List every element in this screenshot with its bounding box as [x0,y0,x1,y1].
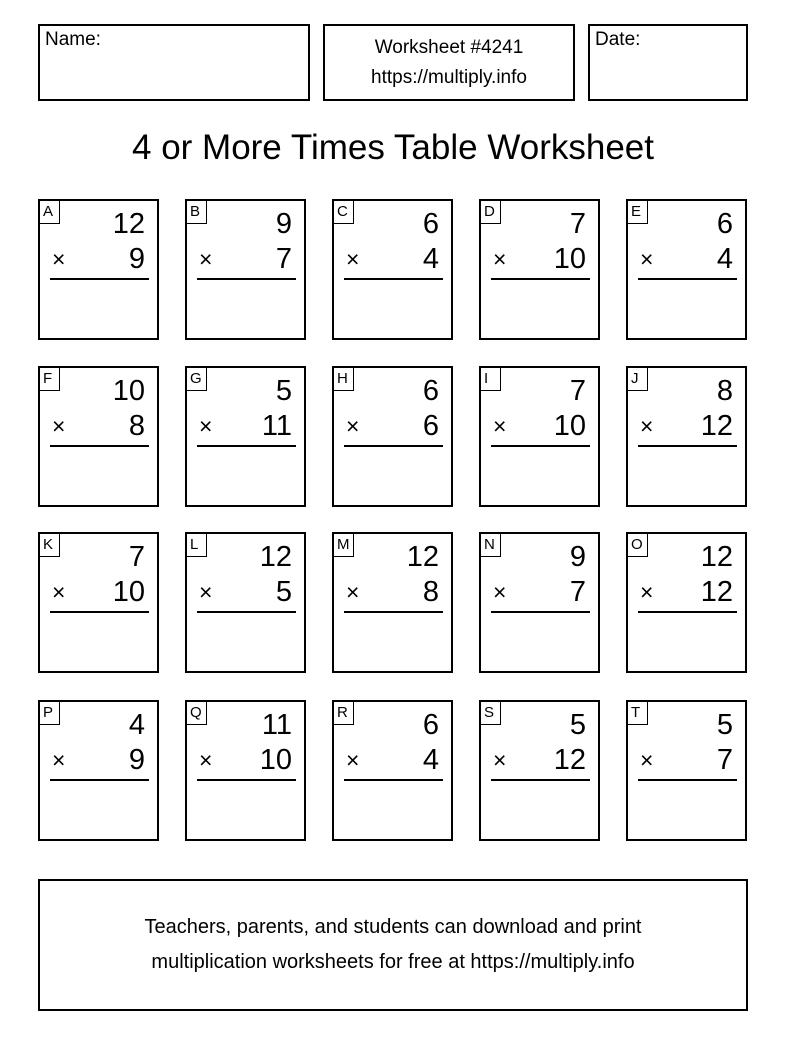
problem-multiplier: 11 [261,410,292,442]
problem-multiplicand: 12 [259,541,292,573]
problem-card [38,366,159,507]
problem-letter: C [334,201,354,224]
times-icon: × [346,413,360,439]
times-icon: × [346,747,360,773]
answer-line [344,779,443,781]
problem-card [185,366,306,507]
answer-line [50,611,149,613]
answer-line [197,445,296,447]
problem-letter: H [334,368,354,391]
footer-line-1: Teachers, parents, and students can download and print [144,916,642,938]
problem-multiplier: 9 [128,744,145,776]
times-icon: × [199,747,213,773]
problem-card [626,366,747,507]
footer-line-2: multiplication worksheets for free at https://multiply.info [151,951,635,973]
problem-multiplicand: 12 [112,208,145,240]
problem-multiplicand: 5 [275,375,292,407]
answer-line [344,445,443,447]
problem-multiplicand: 9 [569,541,586,573]
problem-multiplicand: 6 [422,208,439,240]
problem-multiplicand: 6 [422,375,439,407]
problem-letter: B [187,201,207,224]
problem-letter: J [628,368,648,391]
times-icon: × [52,413,66,439]
times-icon: × [640,246,654,272]
times-icon: × [199,246,213,272]
problem-multiplicand: 12 [700,541,733,573]
times-icon: × [199,413,213,439]
times-icon: × [493,413,507,439]
times-icon: × [346,579,360,605]
problem-multiplier: 10 [553,243,586,275]
worksheet-number: Worksheet #4241 [374,37,524,58]
name-box [38,24,310,101]
problem-multiplicand: 11 [261,709,292,741]
problem-multiplicand: 4 [128,709,145,741]
answer-line [50,779,149,781]
problem-card [38,700,159,841]
answer-line [491,278,590,280]
answer-line [344,278,443,280]
problem-letter: N [481,534,501,557]
problem-multiplicand: 12 [406,541,439,573]
answer-line [197,611,296,613]
footer-box [38,879,748,1011]
problem-multiplicand: 9 [275,208,292,240]
problem-letter: L [187,534,207,557]
problem-card [185,700,306,841]
times-icon: × [199,579,213,605]
times-icon: × [52,579,66,605]
problem-letter: Q [187,702,207,725]
problem-card [626,700,747,841]
problem-letter: M [334,534,354,557]
answer-line [638,779,737,781]
answer-line [491,445,590,447]
worksheet-url: https://multiply.info [371,67,527,88]
times-icon: × [52,246,66,272]
problem-card [479,532,600,673]
problem-card [479,700,600,841]
problem-letter: A [40,201,60,224]
problem-multiplier: 10 [553,410,586,442]
problem-letter: S [481,702,501,725]
problem-letter: P [40,702,60,725]
problem-multiplier: 7 [275,243,292,275]
answer-line [197,278,296,280]
problem-card [332,700,453,841]
answer-line [638,445,737,447]
date-box [588,24,748,101]
problem-letter: O [628,534,648,557]
problem-multiplier: 12 [700,576,733,608]
problem-card [185,199,306,340]
answer-line [491,611,590,613]
times-icon: × [493,246,507,272]
problem-multiplicand: 10 [112,375,145,407]
times-icon: × [493,579,507,605]
answer-line [50,445,149,447]
problem-card [332,532,453,673]
problem-multiplier: 4 [422,243,439,275]
problem-multiplicand: 7 [569,375,586,407]
problem-multiplicand: 6 [422,709,439,741]
problem-multiplier: 12 [700,410,733,442]
problem-multiplier: 10 [112,576,145,608]
problem-card [626,199,747,340]
problem-letter: R [334,702,354,725]
times-icon: × [52,747,66,773]
problem-multiplicand: 5 [716,709,733,741]
problem-card [38,199,159,340]
problem-multiplicand: 5 [569,709,586,741]
problem-multiplier: 7 [716,744,733,776]
problem-card [479,366,600,507]
answer-line [197,779,296,781]
problem-card [332,199,453,340]
answer-line [344,611,443,613]
problem-multiplier: 8 [128,410,145,442]
problem-multiplier: 4 [716,243,733,275]
times-icon: × [493,747,507,773]
problem-card [626,532,747,673]
problem-multiplier: 5 [275,576,292,608]
problem-multiplier: 12 [553,744,586,776]
problem-multiplicand: 7 [128,541,145,573]
date-label: Date: [595,29,641,50]
page-title: 4 or More Times Table Worksheet [132,128,654,167]
problem-multiplicand: 7 [569,208,586,240]
times-icon: × [640,579,654,605]
worksheet-info-box [323,24,575,101]
answer-line [50,278,149,280]
problem-card [38,532,159,673]
problem-multiplier: 9 [128,243,145,275]
problem-multiplier: 10 [259,744,292,776]
problem-letter: K [40,534,60,557]
problem-letter: D [481,201,501,224]
times-icon: × [640,747,654,773]
problem-multiplicand: 6 [716,208,733,240]
problem-multiplier: 8 [422,576,439,608]
problem-letter: T [628,702,648,725]
name-label: Name: [45,29,101,50]
problem-card [185,532,306,673]
times-icon: × [640,413,654,439]
problem-multiplicand: 8 [716,375,733,407]
problem-multiplier: 6 [422,410,439,442]
problem-multiplier: 7 [569,576,586,608]
problem-multiplier: 4 [422,744,439,776]
problem-card [479,199,600,340]
problem-letter: E [628,201,648,224]
answer-line [638,278,737,280]
answer-line [638,611,737,613]
times-icon: × [346,246,360,272]
answer-line [491,779,590,781]
problem-letter: F [40,368,60,391]
problem-letter: I [481,368,501,391]
problem-card [332,366,453,507]
problem-letter: G [187,368,207,391]
